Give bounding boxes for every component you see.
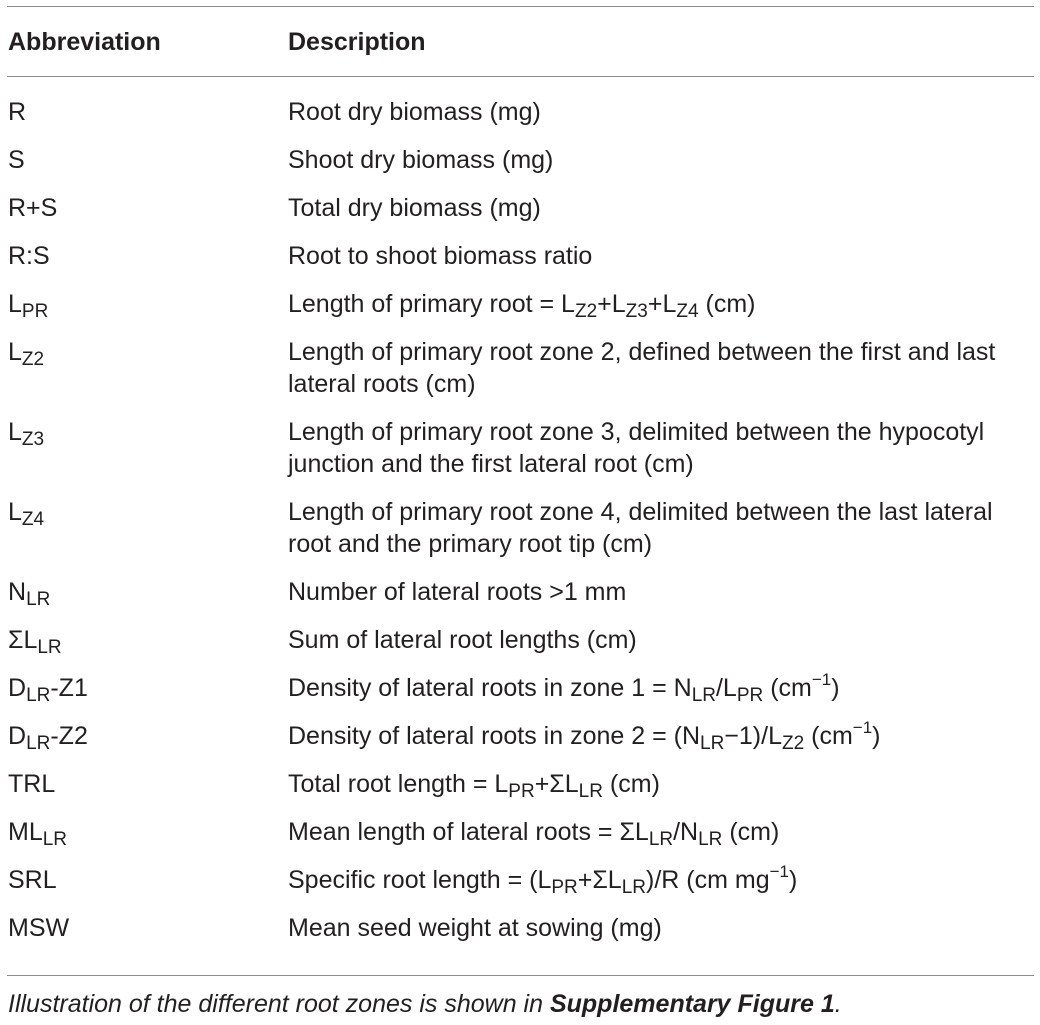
- table-row: [0, 488, 1040, 568]
- table-row: [0, 856, 1040, 904]
- abbreviation-cell: R:S: [8, 242, 50, 270]
- abbreviation-cell: $\Sigma L_{LR}$: [8, 626, 62, 658]
- abbreviation-cell: $L_{Z4}$: [8, 498, 45, 530]
- table-row: [0, 616, 1040, 664]
- description-cell: Total root length = $L_{PR}+\Sigma L_{LR}$ (cm): [288, 770, 660, 802]
- description-cell: Density of lateral roots in zone $2 = (N_{LR}-1)/L_{Z2}$ $(cm^{-1})$: [288, 718, 881, 754]
- description-cell: Length of primary root zone 3, delimited between the hypocotyl junction and the first lateral root (cm): [288, 418, 985, 478]
- description-cell: Root dry biomass (mg): [288, 98, 541, 126]
- description-cell: Shoot dry biomass (mg): [288, 146, 554, 174]
- abbreviation-cell: $D_{LR}-Z2$: [8, 722, 88, 754]
- table-row: [0, 904, 1040, 952]
- table-header: [0, 22, 1040, 62]
- description-cell: Total dry biomass (mg): [288, 194, 541, 222]
- abbreviation-cell: R: [8, 98, 27, 126]
- description-cell: Mean length of lateral roots = $\Sigma L_{LR}/N_{LR}$ (cm): [288, 818, 780, 850]
- header-rule: [7, 76, 1034, 77]
- table-row: [0, 136, 1040, 184]
- table-row: [0, 568, 1040, 616]
- abbreviation-cell: MSW: [8, 914, 70, 942]
- table-row: [0, 760, 1040, 808]
- description-cell: Number of lateral roots >1 mm: [288, 578, 627, 606]
- table-row: [0, 408, 1040, 488]
- abbreviation-cell: $D_{LR}-Z1$: [8, 674, 88, 706]
- abbreviation-cell: SRL: [8, 866, 57, 894]
- table-caption: [8, 990, 842, 1019]
- table-top-rule: [7, 6, 1034, 7]
- header-description: Description: [288, 28, 426, 56]
- caption-figure-link[interactable]: Supplementary Figure 1: [549, 990, 835, 1018]
- caption-suffix: .: [834, 990, 842, 1018]
- abbreviation-cell: $L_{Z2}$: [8, 338, 45, 370]
- abbreviation-cell: $L_{PR}$: [8, 290, 49, 322]
- abbreviation-cell: S: [8, 146, 25, 174]
- description-cell: Length of primary root = $L_{Z2}+L_{Z3}+L_{Z4}$ (cm): [288, 290, 756, 322]
- table-row: [0, 280, 1040, 328]
- table-row: [0, 664, 1040, 712]
- description-cell: Length of primary root zone 4, delimited between the last lateral root and the primary root tip (cm): [288, 498, 993, 558]
- table-bottom-rule: [7, 975, 1034, 976]
- table-row: [0, 88, 1040, 136]
- description-cell: Density of lateral roots in zone $1 = N_{LR}/L_{PR}$ $(cm^{-1})$: [288, 670, 840, 706]
- table-row: [0, 808, 1040, 856]
- table-row: [0, 184, 1040, 232]
- description-cell: Specific root length = $(L_{PR}+\Sigma L_{LR})/R$ (cm $mg^{-1}$): [288, 862, 798, 898]
- abbreviation-cell: R+S: [8, 194, 58, 222]
- abbreviation-cell: $N_{LR}$: [8, 578, 51, 610]
- caption-prefix: Illustration of the different root zones is shown in: [8, 990, 550, 1018]
- table-body: [0, 88, 1040, 952]
- description-cell: Root to shoot biomass ratio: [288, 242, 593, 270]
- description-cell: Sum of lateral root lengths (cm): [288, 626, 637, 654]
- table-row: [0, 712, 1040, 760]
- header-abbreviation: Abbreviation: [8, 28, 161, 56]
- abbreviation-cell: $ML_{LR}$: [8, 818, 68, 850]
- abbreviation-cell: TRL: [8, 770, 56, 798]
- description-cell: Length of primary root zone 2, defined between the first and last lateral roots (cm): [288, 338, 996, 398]
- table-row: [0, 232, 1040, 280]
- table-row: [0, 328, 1040, 408]
- description-cell: Mean seed weight at sowing (mg): [288, 914, 662, 942]
- abbreviation-cell: $L_{Z3}$: [8, 418, 45, 450]
